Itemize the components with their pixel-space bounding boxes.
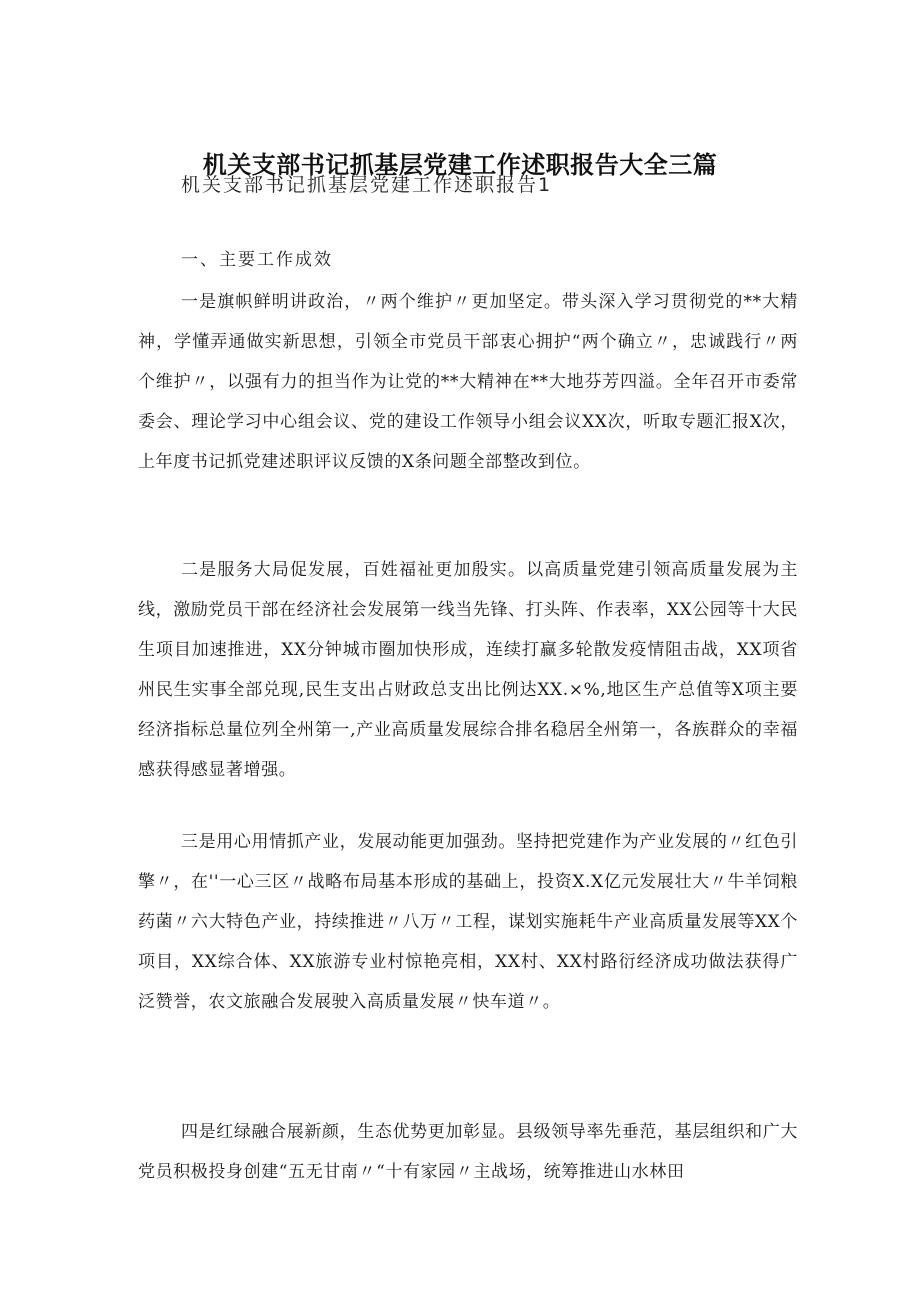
paragraph-3: 三是用心用情抓产业，发展动能更加强劲。坚持把党建作为产业发展的〃红色引擎〃，在''一心三区〃战略布局基本形成的基础上，投资X.X亿元发展壮大〃牛羊饲粮药菌〃六大特色产业，持续推进〃八万〃工程，谋划实施耗牛产业高质量发展等XX个项目，XX综合体、XX旅游专业村惊艳亮相，XX村、XX村路衍经济成功做法获得广泛赞誉，农文旅融合发展驶入高质量发展〃快车道〃。	[138, 832, 798, 1012]
section-heading: 一、主要工作成效	[181, 250, 333, 270]
paragraph-2: 二是服务大局促发展，百姓福祉更加殷实。以高质量党建引领高质量发展为主线，激励党员干部在经济社会发展第一线当先锋、打头阵、作表率，XX公园等十大民生项目加速推进，XX分钟城市圈加快形成，连续打赢多轮散发疫情阻击战，XX项省州民生实事全部兑现,民生支出占财政总支出比例达XX.×%,地区生产总值等X项主要经济指标总量位列全州第一,产业高质量发展综合排名稳居全州第一，各族群众的幸福感获得感显著增强。	[138, 560, 798, 780]
document-title: 机关支部书记抓基层党建工作述职报告大全三篇	[202, 151, 718, 179]
paragraph-4: 四是红绿融合展新颜，生态优势更加彰显。县级领导率先垂范，基层组织和广大党员积极投身创建“五无甘南〃“十有家园〃主战场，统筹推进山水林田	[138, 1122, 798, 1182]
report-subtitle: 机关支部书记抓基层党建工作述职报告1	[181, 174, 553, 196]
paragraph-1: 一是旗帜鲜明讲政治，〃两个维护〃更加坚定。带头深入学习贯彻党的**大精神，学懂弄通做实新思想，引领全市党员干部衷心拥护“两个确立〃，忠诚践行〃两个维护〃，以强有力的担当作为让党的**大精神在**大地芬芳四溢。全年召开市委常委会、理论学习中心组会议、党的建设工作领导小组会议XX次，听取专题汇报X次，上年度书记抓党建述职评议反馈的X条问题全部整改到位。	[138, 292, 798, 472]
